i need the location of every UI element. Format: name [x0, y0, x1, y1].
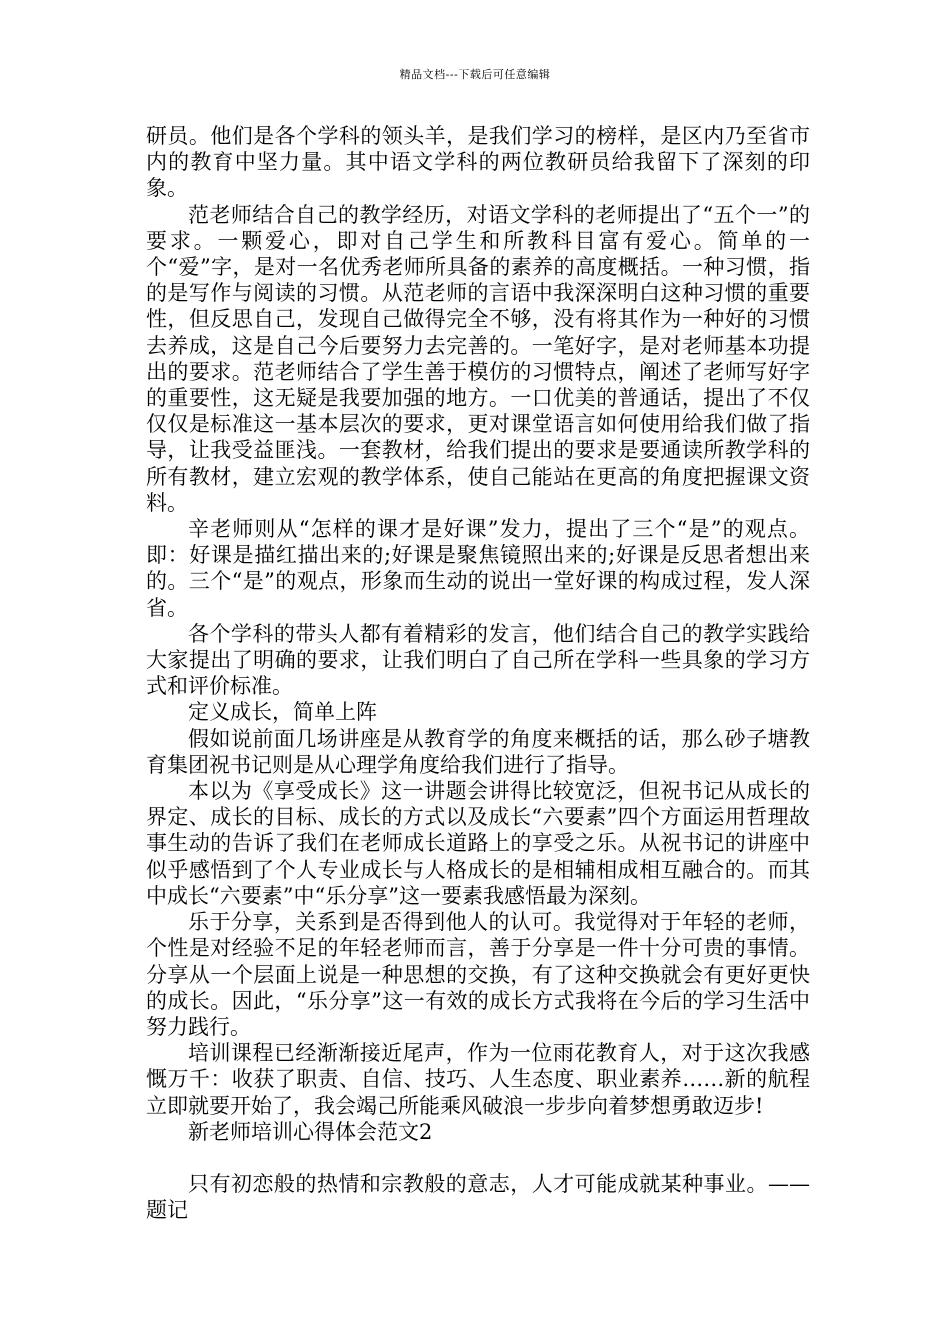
paragraph: 范老师结合自己的教学经历，对语文学科的老师提出了“五个一”的要求。一颗爱心，即对自己学生和所教科目富有爱心。简单的一个“爱”字，是对一名优秀老师所具备的素养的高度概括。一种习惯，指的是写作与阅读的习惯。从范老师的言语中我深深明白这种习惯的重要性，但反思自己，发现自己做得完全不够，没有将其作为一种好的习惯去养成，这是自己今后要努力去完善的。一笔好字，是对老师基本功提出的要求。范老师结合了学生善于模仿的习惯特点，阐述了老师写好字的重要性，这无疑是我要加强的地方。一口优美的普通话，提出了不仅仅仅是标准这一基本层次的要求，更对课堂语言如何使用给我们做了指导，让我受益匪浅。一套教材，给我们提出的要求是要通读所教学科的所有教材，建立宏观的教学体系，使自己能站在更高的角度把握课文资料。 [146, 202, 810, 515]
section-heading: 定义成长，简单上阵 [188, 700, 377, 725]
paragraph: 本以为《享受成长》这一讲题会讲得比较宽泛，但祝书记从成长的界定、成长的目标、成长的方式以及成长“六要素”四个方面运用哲理故事生动的告诉了我们在老师成长道路上的享受之乐。从祝书记的讲座中似乎感悟到了个人专业成长与人格成长的是相辅相成相互融合的。而其中成长“六要素”中“乐分享”这一要素我感悟最为深刻。 [146, 779, 810, 908]
document-body [146, 123, 810, 1223]
paragraph: 研员。他们是各个学科的领头羊，是我们学习的榜样，是区内乃至省市内的教育中坚力量。其中语文学科的两位教研员给我留下了深刻的印象。 [146, 124, 810, 201]
article-title: 新老师培训心得体会范文2 [188, 1119, 433, 1144]
paragraph: 假如说前面几场讲座是从教育学的角度来概括的话，那么砂子塘教育集团祝书记则是从心理学角度给我们进行了指导。 [146, 726, 810, 777]
paragraph: 培训课程已经渐渐接近尾声，作为一位雨花教育人，对于这次我感慨万千：收获了职责、自信、技巧、人生态度、职业素养……新的航程立即就要开始了，我会竭己所能乘风破浪一步步向着梦想勇敢迈步! [146, 1041, 810, 1118]
paragraph: 辛老师则从“怎样的课才是好课”发力，提出了三个“是”的观点。即：好课是描红描出来的;好课是聚焦镜照出来的;好课是反思者想出来的。三个“是”的观点，形象而生动的说出一堂好课的构成过程，发人深省。 [146, 517, 810, 620]
paragraph: 乐于分享，关系到是否得到他人的认可。我觉得对于年轻的老师，个性是对经验不足的年轻老师而言，善于分享是一件十分可贵的事情。分享从一个层面上说是一种思想的交换，有了这种交换就会有更好更快的成长。因此，“乐分享”这一有效的成长方式我将在今后的学习生活中努力践行。 [146, 910, 810, 1039]
paragraph: 各个学科的带头人都有着精彩的发言，他们结合自己的教学实践给大家提出了明确的要求，让我们明白了自己所在学科一些具象的学习方式和评价标准。 [146, 621, 810, 699]
epigraph: 只有初恋般的热情和宗教般的意志，人才可能成就某种事业。——题记 [146, 1171, 810, 1223]
page-header: 精品文档---下载后可任意编辑 [399, 68, 551, 81]
